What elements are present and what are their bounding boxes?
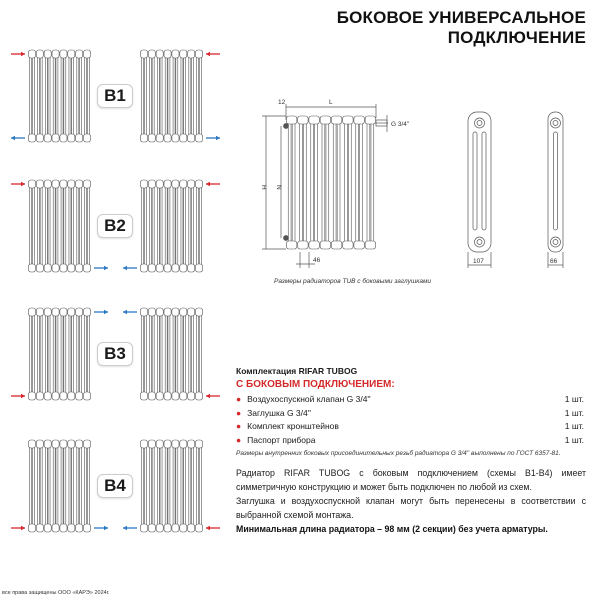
- kit-list: [236, 393, 584, 447]
- dim-12: 12: [278, 99, 286, 106]
- bullet-icon: ●: [236, 421, 242, 431]
- kit-subheading: С БОКОВЫМ ПОДКЛЮЧЕНИЕМ:: [236, 379, 395, 390]
- supply-arrow-icon: [206, 182, 220, 187]
- dim-66: 66: [550, 258, 558, 265]
- bullet-icon: ●: [236, 394, 242, 404]
- copyright: все права защищены ООО «КАРЭ» 2024г.: [2, 590, 110, 596]
- return-arrow-icon: [206, 136, 220, 141]
- supply-arrow-icon: [11, 526, 25, 531]
- supply-arrow-icon: [206, 526, 220, 531]
- kit-note: Размеры внутренних боковых присоединительных резьб радиатора G 3/4'' выполнены по ГОСТ 6357-81.: [236, 450, 561, 457]
- radiator-icon: [28, 50, 90, 142]
- radiator-icon: [140, 308, 202, 400]
- scheme-label-b2: B2: [97, 214, 133, 238]
- radiator-icon: [140, 180, 202, 272]
- dim-107: 107: [473, 258, 484, 265]
- page-title: [337, 8, 586, 48]
- return-arrow-icon: [94, 310, 108, 315]
- description: [236, 466, 586, 536]
- dim-46: 46: [313, 257, 321, 264]
- kit-item-qty: 1 шт.: [564, 421, 584, 431]
- thread-label: G 3/4'': [391, 121, 410, 128]
- kit-item-qty: 1 шт.: [564, 434, 584, 445]
- scheme-label-b4: B4: [97, 474, 133, 498]
- return-arrow-icon: [123, 526, 137, 531]
- description-p3: Минимальная длина радиатора – 98 мм (2 секции) без учета арматуры.: [236, 524, 548, 534]
- supply-arrow-icon: [11, 52, 25, 57]
- dim-H: H: [260, 185, 267, 190]
- list-item: [236, 393, 584, 407]
- list-item: [236, 407, 584, 421]
- description-p2: Заглушка и воздухоспускной клапан могут быть перенесены в соответствии с выбранной схемой монтажа.: [236, 496, 586, 520]
- kit-heading: Комплектация RIFAR TUBOG: [236, 366, 358, 376]
- dim-N: N: [275, 185, 282, 190]
- kit-item-name: Заглушка G 3/4'': [247, 407, 311, 418]
- kit-item-name: Воздухоспускной клапан G 3/4'': [247, 394, 371, 404]
- drawing-caption: Размеры радиаторов TUB с боковыми заглушками: [274, 278, 432, 285]
- dim-L: L: [329, 99, 333, 106]
- kit-item-name: Комплект кронштейнов: [247, 421, 339, 431]
- supply-arrow-icon: [11, 394, 25, 399]
- radiator-icon: [140, 440, 202, 532]
- radiator-icon: [28, 180, 90, 272]
- radiator-icon: [28, 308, 90, 400]
- bullet-icon: ●: [236, 434, 242, 445]
- return-arrow-icon: [123, 266, 137, 271]
- list-item: [236, 420, 584, 434]
- kit-section: [236, 366, 584, 457]
- return-arrow-icon: [123, 310, 137, 315]
- list-item: [236, 434, 584, 448]
- supply-arrow-icon: [206, 52, 220, 57]
- return-arrow-icon: [94, 526, 108, 531]
- description-p1: Радиатор RIFAR TUBOG с боковым подключением (схемы B1-B4) имеет симметричную конструкцию и может быть подключен по любой из схем.: [236, 468, 586, 492]
- radiator-icon: [28, 440, 90, 532]
- dimension-drawing: [250, 90, 590, 275]
- kit-item-name: Паспорт прибора: [247, 434, 316, 445]
- scheme-label-b1: B1: [97, 84, 133, 108]
- radiator-icon: [140, 50, 202, 142]
- kit-item-qty: 1 шт.: [564, 394, 584, 404]
- radiator-icon: [286, 116, 375, 249]
- title-line-2: ПОДКЛЮЧЕНИЕ: [447, 28, 586, 47]
- supply-arrow-icon: [11, 182, 25, 187]
- bullet-icon: ●: [236, 407, 242, 418]
- supply-arrow-icon: [206, 394, 220, 399]
- return-arrow-icon: [11, 136, 25, 141]
- return-arrow-icon: [94, 266, 108, 271]
- kit-item-qty: 1 шт.: [564, 407, 584, 418]
- title-line-1: БОКОВОЕ УНИВЕРСАЛЬНОЕ: [336, 8, 586, 27]
- scheme-label-b3: B3: [97, 342, 133, 366]
